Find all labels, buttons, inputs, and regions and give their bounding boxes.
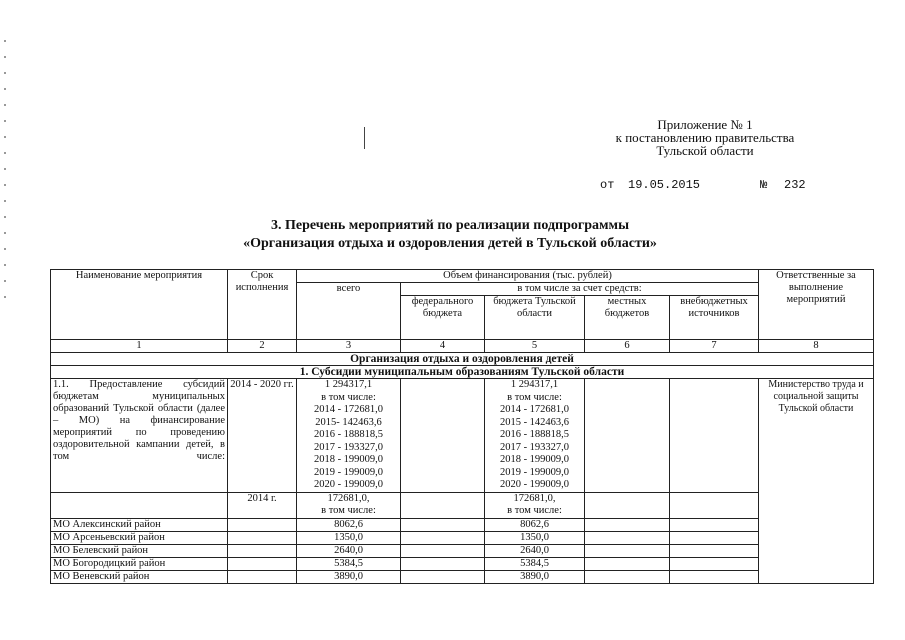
header-total: всего xyxy=(297,283,401,340)
district-regional: 3890,0 xyxy=(485,570,585,583)
district-term xyxy=(228,557,297,570)
header-funding: Объем финансирования (тыс. рублей) xyxy=(297,270,759,283)
district-regional: 5384,5 xyxy=(485,557,585,570)
scan-margin-marks xyxy=(4,40,6,310)
year-local xyxy=(585,492,670,518)
district-term xyxy=(228,570,297,583)
decree-number: 232 xyxy=(784,178,806,192)
item-row xyxy=(51,379,874,493)
section-row xyxy=(51,353,874,366)
district-row xyxy=(51,570,874,583)
regional-line: 2017 - 193327,0 xyxy=(499,441,570,453)
measures-table xyxy=(50,269,874,584)
year-federal xyxy=(401,492,485,518)
district-extra xyxy=(670,557,759,570)
item-term: 2014 - 2020 гг. xyxy=(228,379,297,493)
decree-number-label: № xyxy=(760,178,768,192)
district-regional: 2640,0 xyxy=(485,544,585,557)
col-number: 1 xyxy=(51,340,228,353)
district-extra xyxy=(670,518,759,531)
header-responsible: Ответственные за выполнение мероприятий xyxy=(759,270,874,340)
title-line-1: 3. Перечень мероприятий по реализации подпрограммы xyxy=(270,218,630,233)
header-row-1 xyxy=(51,270,874,283)
year-term: 2014 г. xyxy=(228,492,297,518)
district-name: МО Веневский район xyxy=(51,570,228,583)
item-regional xyxy=(485,379,585,493)
district-federal xyxy=(401,557,485,570)
column-numbers-row xyxy=(51,340,874,353)
district-name: МО Белевский район xyxy=(51,544,228,557)
total-line: 2014 - 172681,0 xyxy=(313,404,384,415)
district-row xyxy=(51,518,874,531)
col-number: 2 xyxy=(228,340,297,353)
district-total: 5384,5 xyxy=(297,557,401,570)
item-responsible: Министерство труда и социальной защиты Тульской области xyxy=(759,379,874,584)
district-local xyxy=(585,544,670,557)
regional-line: 2015 - 142463,6 xyxy=(499,416,570,428)
district-local xyxy=(585,531,670,544)
title-line-2: «Организация отдыха и оздоровления детей в Тульской области» xyxy=(243,236,657,251)
district-federal xyxy=(401,531,485,544)
district-row xyxy=(51,557,874,570)
district-term xyxy=(228,518,297,531)
year-regional xyxy=(485,492,585,518)
col-number: 4 xyxy=(401,340,485,353)
year-total xyxy=(297,492,401,518)
section-title: Организация отдыха и оздоровления детей xyxy=(51,353,874,366)
district-local xyxy=(585,518,670,531)
regional-line: 2019 - 199009,0 xyxy=(499,466,570,478)
year-total-sub: в том числе: xyxy=(321,505,376,516)
district-federal xyxy=(401,518,485,531)
item-extra xyxy=(670,379,759,493)
total-line: в том числе: xyxy=(321,391,376,403)
regional-line: в том числе: xyxy=(507,391,562,403)
district-local xyxy=(585,557,670,570)
total-line: 2018 - 199009,0 xyxy=(313,454,384,465)
scan-vertical-mark xyxy=(364,127,365,149)
district-total: 3890,0 xyxy=(297,570,401,583)
col-number: 8 xyxy=(759,340,874,353)
item-name: 1.1. Предоставление субсидий бюджетам муниципальных образований Тульской области (далее – МО) на финансирование мероприятий по проведению оздоровительной кампании детей, в том числе: xyxy=(51,379,228,493)
item-federal xyxy=(401,379,485,493)
regional-line: 2018 - 199009,0 xyxy=(499,454,570,465)
item-local xyxy=(585,379,670,493)
decree-date: 19.05.2015 xyxy=(628,178,701,192)
subsection-title: 1. Субсидии муниципальным образованиям Тульской области xyxy=(51,366,874,379)
district-row xyxy=(51,544,874,557)
total-line: 2015- 142463,6 xyxy=(315,416,382,428)
total-line: 2017 - 193327,0 xyxy=(313,441,384,453)
year-regional-sub: в том числе: xyxy=(507,505,562,516)
district-total: 2640,0 xyxy=(297,544,401,557)
document-title xyxy=(140,217,760,253)
year-extra xyxy=(670,492,759,518)
decree-from-label: от xyxy=(600,178,615,192)
district-name: МО Алексинский район xyxy=(51,518,228,531)
header-federal: федерального бюджета xyxy=(401,296,485,340)
total-line: 2016 - 188818,5 xyxy=(313,429,384,440)
regional-line: 2016 - 188818,5 xyxy=(499,429,570,440)
header-term: Срок исполнения xyxy=(228,270,297,340)
header-regional: бюджета Тульской области xyxy=(485,296,585,340)
district-federal xyxy=(401,570,485,583)
regional-line: 2020 - 199009,0 xyxy=(499,479,570,490)
regional-line: 2014 - 172681,0 xyxy=(499,404,570,415)
item-total xyxy=(297,379,401,493)
header-local: местных бюджетов xyxy=(585,296,670,340)
col-number: 5 xyxy=(485,340,585,353)
col-number: 6 xyxy=(585,340,670,353)
district-name: МО Богородицкий район xyxy=(51,557,228,570)
district-term xyxy=(228,531,297,544)
year-regional-value: 172681,0, xyxy=(513,492,556,504)
header-name: Наименование мероприятия xyxy=(51,270,228,340)
year-name xyxy=(51,492,228,518)
total-line: 2019 - 199009,0 xyxy=(313,466,384,478)
appendix-line-1: Приложение № 1 xyxy=(657,117,753,132)
regional-line: 1 294317,1 xyxy=(510,379,559,390)
district-extra xyxy=(670,570,759,583)
appendix-line-3: Тульской области xyxy=(656,143,754,158)
district-federal xyxy=(401,544,485,557)
appendix-header xyxy=(600,118,810,157)
year-row xyxy=(51,492,874,518)
year-total-value: 172681,0, xyxy=(327,492,370,504)
col-number: 3 xyxy=(297,340,401,353)
district-name: МО Арсеньевский район xyxy=(51,531,228,544)
subsection-row xyxy=(51,366,874,379)
header-including: в том числе за счет средств: xyxy=(401,283,759,296)
district-regional: 1350,0 xyxy=(485,531,585,544)
district-total: 8062,6 xyxy=(297,518,401,531)
header-extra: внебюджетных источников xyxy=(670,296,759,340)
district-local xyxy=(585,570,670,583)
total-line: 1 294317,1 xyxy=(324,379,373,390)
district-extra xyxy=(670,531,759,544)
district-extra xyxy=(670,544,759,557)
district-term xyxy=(228,544,297,557)
appendix-line-2: к постановлению правительства xyxy=(615,130,795,145)
district-regional: 8062,6 xyxy=(485,518,585,531)
col-number: 7 xyxy=(670,340,759,353)
district-total: 1350,0 xyxy=(297,531,401,544)
total-line: 2020 - 199009,0 xyxy=(313,479,384,490)
district-row xyxy=(51,531,874,544)
